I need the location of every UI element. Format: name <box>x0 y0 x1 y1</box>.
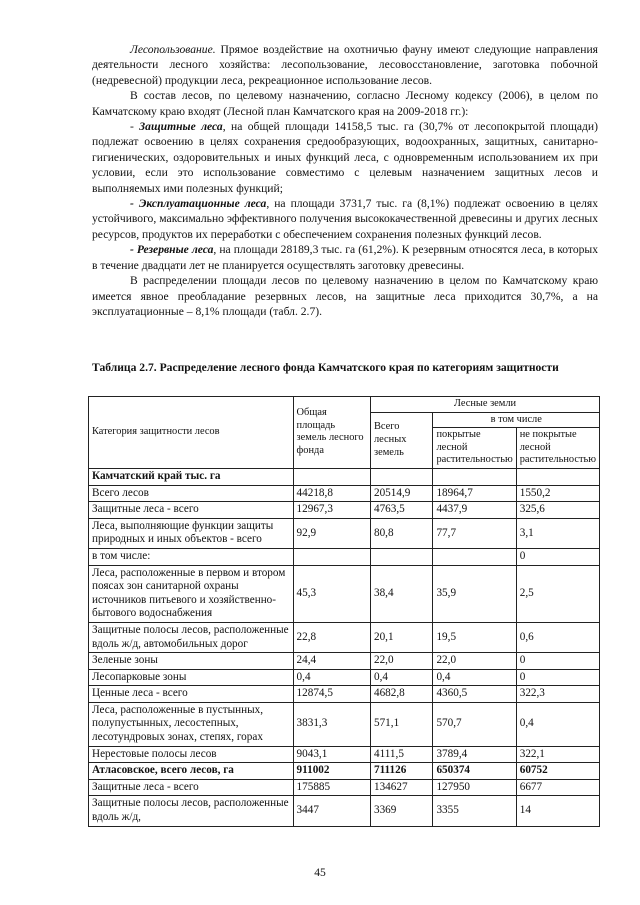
cell-value: 0,4 <box>516 702 599 746</box>
table-row <box>89 746 600 763</box>
cell-value: 14 <box>516 796 599 826</box>
cell-value <box>293 468 370 485</box>
table-header-row <box>89 397 600 413</box>
page-number: 45 <box>314 866 326 879</box>
row-label: Зеленые зоны <box>89 653 294 670</box>
paragraph-distribution: В распределении площади лесов по целевому назначению в целом по Камчатскому краю имеется явное преобладание резервных лесов, на защитные леса приходится 30,7%, а на эксплуатационные – 8,1% площади (табл. 2.7). <box>92 274 598 318</box>
header-total-area: Общая площадь земель лесного фонда <box>293 397 370 469</box>
row-label: Ценные леса - всего <box>89 686 294 703</box>
paragraph-lead: Лесопользование. <box>130 43 216 56</box>
cell-value: 35,9 <box>433 565 516 622</box>
cell-value: 134627 <box>370 779 432 796</box>
table-section-row <box>89 763 600 780</box>
body-text <box>92 42 598 319</box>
table-row <box>89 485 600 502</box>
cell-value: 80,8 <box>370 518 432 548</box>
cell-value: 20,1 <box>370 622 432 652</box>
cell-value: 18964,7 <box>433 485 516 502</box>
cell-value: 4437,9 <box>433 502 516 519</box>
table-row <box>89 653 600 670</box>
cell-value: 0 <box>516 669 599 686</box>
cell-value: 3,1 <box>516 518 599 548</box>
row-label: в том числе: <box>89 548 294 565</box>
table-row <box>89 796 600 826</box>
cell-value: 20514,9 <box>370 485 432 502</box>
paragraph-exploitation <box>92 196 598 242</box>
forest-fund-table <box>88 396 600 827</box>
cell-value: 322,3 <box>516 686 599 703</box>
paragraph-text: Прямое воздействие на охотничью фауну имеют следующие направления деятельности лесного хозяйства: лесопользование, лесовосстановление, заготовка побочной (недревесной) продукции леса, рекреационное использование лесов. <box>92 43 598 87</box>
cell-value: 0,4 <box>433 669 516 686</box>
table-row <box>89 702 600 746</box>
term-exploitation: - Эксплуатационные леса <box>130 197 267 211</box>
cell-value <box>433 548 516 565</box>
row-label: Леса, выполняющие функции защиты природных и иных объектов - всего <box>89 518 294 548</box>
cell-value: 12967,3 <box>293 502 370 519</box>
table-row <box>89 686 600 703</box>
row-label: Защитные леса - всего <box>89 502 294 519</box>
cell-value: 0 <box>516 548 599 565</box>
cell-value: 3831,3 <box>293 702 370 746</box>
row-label: Камчатский край тыс. га <box>89 468 294 485</box>
row-label: Леса, расположенные в первом и втором поясах зон санитарной охраны источников питьевого и хозяйственно-бытового водоснабжения <box>89 565 294 622</box>
cell-value <box>433 468 516 485</box>
header-not-covered: не покрытые лесной растительностью <box>516 428 599 469</box>
cell-value: 3789,4 <box>433 746 516 763</box>
cell-value: 1550,2 <box>516 485 599 502</box>
cell-value: 4682,8 <box>370 686 432 703</box>
cell-value: 127950 <box>433 779 516 796</box>
row-label: Нерестовые полосы лесов <box>89 746 294 763</box>
cell-value <box>370 468 432 485</box>
table-row <box>89 622 600 652</box>
cell-value: 0,6 <box>516 622 599 652</box>
header-all-forest: Всего лесных земель <box>370 412 432 468</box>
cell-value: 3355 <box>433 796 516 826</box>
table-row <box>89 565 600 622</box>
cell-value: 571,1 <box>370 702 432 746</box>
paragraph-forest-use <box>92 42 598 88</box>
cell-value: 9043,1 <box>293 746 370 763</box>
cell-value: 175885 <box>293 779 370 796</box>
paragraph-text: , на общей площади 14158,5 тыс. га (30,7% от лесопокрытой площади) подлежат освоению в целях сохранения средообразующих, водоохранных, защитных, санитарно-гигиенических, оздоровительных и иных функций леса, с одновременным использованием их при условии, если это использование совместимо с целевым назначением защитных лесов и выполняемых ими полезных функций; <box>92 120 598 195</box>
table-section-row <box>89 468 600 485</box>
cell-value: 322,1 <box>516 746 599 763</box>
paragraph-text: , на площади 3731,7 тыс. га (8,1%) подлежат освоению в целях устойчивого, максимально эффективного получения высококачественной древесины и других лесных ресурсов, продуктов их переработки с обеспечением сохранения полезных функций лесов. <box>92 197 598 241</box>
table-row <box>89 502 600 519</box>
table-body <box>89 468 600 826</box>
cell-value: 711126 <box>370 763 432 780</box>
table-row <box>89 518 600 548</box>
table-caption: Таблица 2.7. Распределение лесного фонда Камчатского края по категориям защитности <box>92 361 559 374</box>
header-in-total: в том числе <box>433 412 600 428</box>
cell-value: 0,4 <box>293 669 370 686</box>
cell-value: 38,4 <box>370 565 432 622</box>
cell-value: 3369 <box>370 796 432 826</box>
cell-value: 22,0 <box>370 653 432 670</box>
header-covered: покрытые лесной растительностью <box>433 428 516 469</box>
cell-value: 325,6 <box>516 502 599 519</box>
cell-value: 44218,8 <box>293 485 370 502</box>
cell-value: 22,0 <box>433 653 516 670</box>
cell-value: 12874,5 <box>293 686 370 703</box>
cell-value <box>293 548 370 565</box>
cell-value: 3447 <box>293 796 370 826</box>
paragraph-reserve <box>92 242 598 273</box>
cell-value: 4763,5 <box>370 502 432 519</box>
row-label: Защитные полосы лесов, расположенные вдоль ж/д, <box>89 796 294 826</box>
cell-value: 22,8 <box>293 622 370 652</box>
dash: - <box>130 120 140 134</box>
cell-value: 19,5 <box>433 622 516 652</box>
term-reserve: - Резервные леса <box>130 243 214 257</box>
paragraph-text: , на площади 28189,3 тыс. га (61,2%). К резервным относятся леса, в которых в течение двадцати лет не планируется осуществлять заготовку древесины. <box>92 243 599 272</box>
table-row <box>89 779 600 796</box>
table-row <box>89 548 600 565</box>
cell-value: 6677 <box>516 779 599 796</box>
cell-value: 4111,5 <box>370 746 432 763</box>
cell-value: 92,9 <box>293 518 370 548</box>
cell-value <box>370 548 432 565</box>
header-category: Категория защитности лесов <box>89 397 294 469</box>
cell-value: 650374 <box>433 763 516 780</box>
cell-value: 60752 <box>516 763 599 780</box>
cell-value: 77,7 <box>433 518 516 548</box>
cell-value: 24,4 <box>293 653 370 670</box>
cell-value: 4360,5 <box>433 686 516 703</box>
cell-value: 911002 <box>293 763 370 780</box>
cell-value: 570,7 <box>433 702 516 746</box>
table-row <box>89 669 600 686</box>
row-label: Лесопарковые зоны <box>89 669 294 686</box>
paragraph-protective <box>92 119 598 196</box>
cell-value: 45,3 <box>293 565 370 622</box>
row-label: Всего лесов <box>89 485 294 502</box>
row-label: Защитные леса - всего <box>89 779 294 796</box>
row-label: Леса, расположенные в пустынных, полупустынных, лесостепных, лесотундровых зонах, степях, горах <box>89 702 294 746</box>
header-forest-lands: Лесные земли <box>370 397 599 413</box>
cell-value: 0,4 <box>370 669 432 686</box>
cell-value: 2,5 <box>516 565 599 622</box>
term-protective: Защитные леса <box>139 120 223 134</box>
cell-value <box>516 468 599 485</box>
row-label: Атласовское, всего лесов, га <box>89 763 294 780</box>
row-label: Защитные полосы лесов, расположенные вдоль ж/д, автомобильных дорог <box>89 622 294 652</box>
cell-value: 0 <box>516 653 599 670</box>
paragraph-composition: В состав лесов, по целевому назначению, согласно Лесному кодексу (2006), в целом по Камчатскому краю входят (Лесной план Камчатского края на 2009-2018 гг.): <box>92 89 598 118</box>
